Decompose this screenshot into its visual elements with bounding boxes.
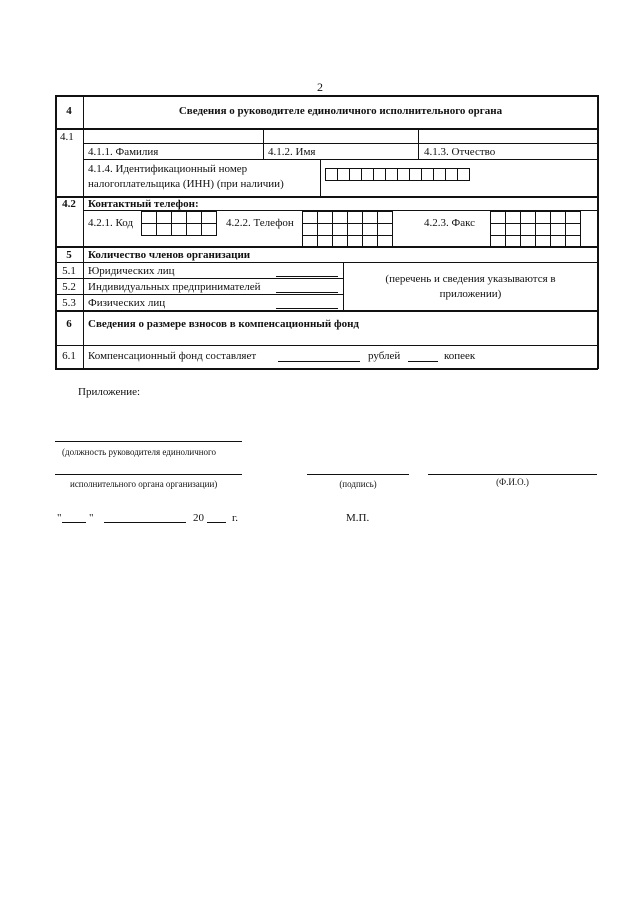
fund-label: Компенсационный фонд составляет	[88, 350, 257, 362]
surname-label: 4.1.1. Фамилия	[88, 146, 159, 158]
section-6-number: 6	[66, 318, 72, 330]
inn-label-line2: налогоплательщика (ИНН) (при наличии)	[88, 178, 284, 190]
section-5-title: Количество членов организации	[88, 249, 251, 261]
section-5-number: 5	[66, 249, 72, 261]
row-4-1-number: 4.1	[60, 131, 74, 143]
row-4-2-number: 4.2	[62, 198, 76, 210]
row-5-3-number: 5.3	[62, 297, 76, 309]
date-year-field[interactable]	[207, 522, 226, 523]
section-4-number: 4	[66, 105, 72, 117]
signature-caption: (подпись)	[339, 479, 377, 489]
patronymic-label: 4.1.3. Отчество	[424, 146, 496, 158]
phone-number-grid[interactable]	[302, 211, 392, 247]
phone-number-label: 4.2.2. Телефон	[226, 217, 294, 229]
entrepreneurs-field[interactable]	[276, 292, 338, 293]
position-line-2[interactable]	[55, 474, 242, 475]
row-5-2-number: 5.2	[62, 281, 76, 293]
phone-code-label: 4.2.1. Код	[88, 217, 134, 229]
page-number: 2	[317, 80, 323, 94]
date-year-prefix: 20	[193, 512, 204, 524]
individuals-field[interactable]	[276, 308, 338, 309]
inn-digit-boxes[interactable]	[325, 168, 469, 181]
date-year-suffix: г.	[232, 512, 239, 524]
individuals-label: Физических лиц	[88, 297, 166, 309]
appendix-label: Приложение:	[78, 386, 141, 398]
fax-label: 4.2.3. Факс	[424, 217, 476, 229]
stamp-label: М.П.	[346, 512, 370, 524]
phone-title: Контактный телефон:	[88, 198, 199, 210]
fund-rubles-field[interactable]	[278, 361, 360, 362]
date-day-field[interactable]	[62, 522, 86, 523]
appendix-note-line2: приложении)	[439, 288, 502, 300]
fund-kopecks-field[interactable]	[408, 361, 438, 362]
date-quote-close: "	[89, 512, 94, 524]
kopecks-label: копеек	[444, 350, 476, 362]
appendix-note-line1: (перечень и сведения указываются в	[385, 273, 556, 285]
section-6-title: Сведения о размере взносов в компенсационный фонд	[88, 318, 359, 330]
signature-line[interactable]	[307, 474, 409, 475]
date-month-field[interactable]	[104, 522, 186, 523]
rubles-label: рублей	[368, 350, 401, 362]
date-quote-open: "	[57, 512, 62, 524]
legal-entities-field[interactable]	[276, 276, 338, 277]
position-caption-line1: (должность руководителя единоличного	[62, 447, 217, 457]
phone-code-grid[interactable]	[141, 211, 216, 235]
legal-entities-label: Юридических лиц	[88, 265, 175, 277]
fio-caption: (Ф.И.О.)	[496, 477, 529, 487]
name-label: 4.1.2. Имя	[268, 146, 316, 158]
row-5-1-number: 5.1	[62, 265, 76, 277]
section-4-title: Сведения о руководителе единоличного исполнительного органа	[178, 105, 503, 117]
position-caption-line2: исполнительного органа организации)	[70, 479, 218, 489]
fax-grid[interactable]	[490, 211, 580, 247]
entrepreneurs-label: Индивидуальных предпринимателей	[88, 281, 261, 293]
row-6-1-number: 6.1	[62, 350, 76, 362]
position-line-1[interactable]	[55, 441, 242, 442]
fio-line[interactable]	[428, 474, 597, 475]
inn-label-line1: 4.1.4. Идентификационный номер	[88, 163, 248, 175]
